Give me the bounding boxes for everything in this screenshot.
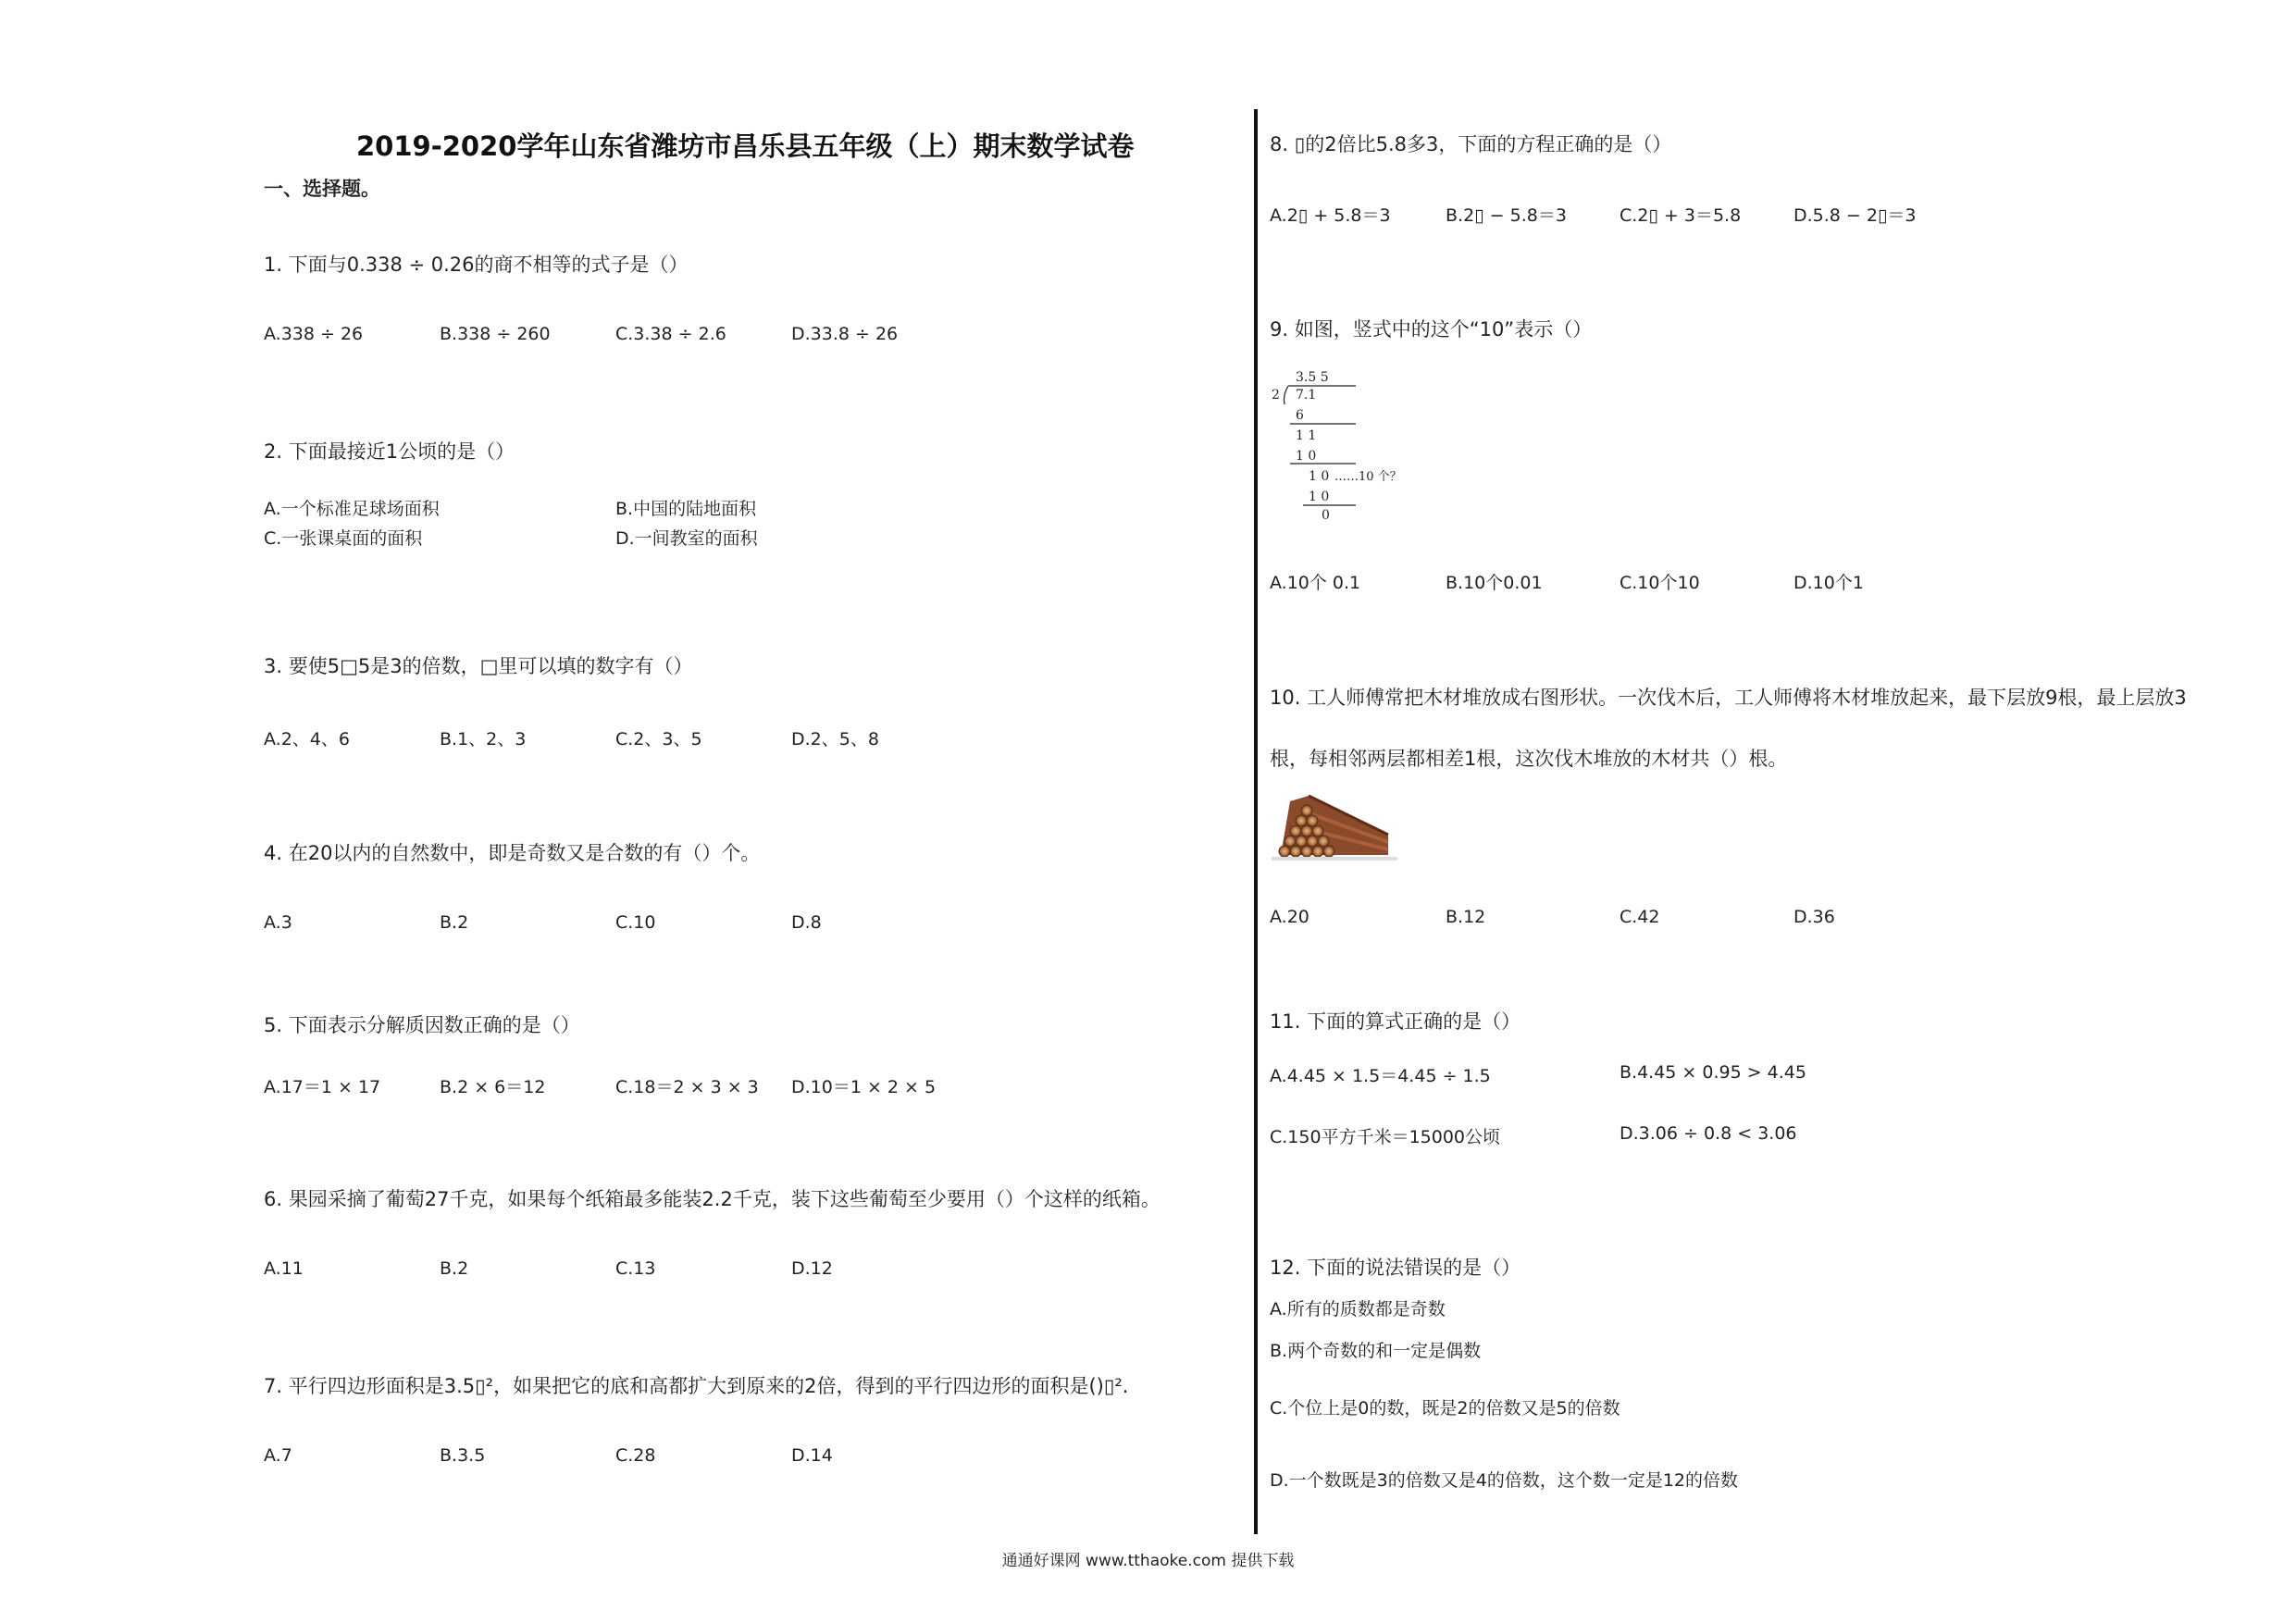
q9-option-b: B.10个0.01 <box>1446 573 1543 593</box>
q8-option-c: C.2▯ + 3＝5.8 <box>1620 205 1742 226</box>
question-10-line-2: 根，每相邻两层都相差1根，这次伐木堆放的木材共（）根。 <box>1270 748 1788 770</box>
q1-option-a: A.338 ÷ 26 <box>264 324 364 344</box>
q10-option-b: B.12 <box>1446 907 1486 927</box>
question-1: 1. 下面与0.338 ÷ 0.26的商不相等的式子是（） <box>264 254 689 276</box>
division-annotation: ……10 个？ <box>1334 470 1402 484</box>
q11-option-b: B.4.45 × 0.95 > 4.45 <box>1620 1062 1806 1083</box>
column-divider <box>1254 109 1258 1534</box>
q1-option-c: C.3.38 ÷ 2.6 <box>615 324 726 344</box>
division-step-3: 1 0 <box>1296 449 1317 464</box>
q2-option-b: B.中国的陆地面积 <box>615 499 757 519</box>
q12-option-a: A.所有的质数都是奇数 <box>1270 1299 1446 1319</box>
q6-option-d: D.12 <box>791 1258 833 1279</box>
long-division-figure <box>1268 365 1444 532</box>
q12-option-c: C.个位上是0的数，既是2的倍数又是5的倍数 <box>1270 1398 1620 1419</box>
division-divisor: 2 <box>1272 388 1280 403</box>
q12-option-b: B.两个奇数的和一定是偶数 <box>1270 1341 1482 1361</box>
q7-option-c: C.28 <box>615 1445 656 1466</box>
q3-option-b: B.1、2、3 <box>440 729 527 750</box>
q5-option-d: D.10＝1 × 2 × 5 <box>791 1077 937 1097</box>
question-3: 3. 要使5□5是3的倍数，□里可以填的数字有（） <box>264 655 693 677</box>
q10-option-c: C.42 <box>1620 907 1660 927</box>
q2-option-d: D.一间教室的面积 <box>615 528 758 549</box>
page-footer: 通通好课网 www.tthaoke.com 提供下载 <box>1001 1552 1295 1570</box>
q2-option-a: A.一个标准足球场面积 <box>264 499 440 519</box>
q1-option-b: B.338 ÷ 260 <box>440 324 551 344</box>
question-12: 12. 下面的说法错误的是（） <box>1270 1257 1521 1279</box>
q2-option-c: C.一张课桌面的面积 <box>264 528 423 549</box>
division-step-2: 1 1 <box>1296 428 1317 443</box>
q4-option-b: B.2 <box>440 912 469 933</box>
q3-option-a: A.2、4、6 <box>264 729 350 750</box>
q6-option-b: B.2 <box>440 1258 469 1279</box>
division-dividend: 7.1 <box>1296 388 1317 403</box>
q8-option-b: B.2▯ − 5.8＝3 <box>1446 205 1567 226</box>
question-5: 5. 下面表示分解质因数正确的是（） <box>264 1014 580 1036</box>
q10-option-a: A.20 <box>1270 907 1309 927</box>
question-2: 2. 下面最接近1公顷的是（） <box>264 440 515 463</box>
log-pile-image <box>1272 788 1397 862</box>
q5-option-b: B.2 × 6＝12 <box>440 1077 546 1097</box>
q11-option-c: C.150平方千米＝15000公顷 <box>1270 1127 1501 1147</box>
q7-option-d: D.14 <box>791 1445 833 1466</box>
question-8: 8. ▯的2倍比5.8多3，下面的方程正确的是（） <box>1270 133 1672 155</box>
question-6: 6. 果园采摘了葡萄27千克，如果每个纸箱最多能装2.2千克，装下这些葡萄至少要用（）个这样的纸箱。 <box>264 1188 1160 1210</box>
division-step-4: 1 0 <box>1309 469 1330 484</box>
q11-option-a: A.4.45 × 1.5＝4.45 ÷ 1.5 <box>1270 1066 1491 1086</box>
q9-option-a: A.10个 0.1 <box>1270 573 1361 593</box>
q11-option-d: D.3.06 ÷ 0.8 < 3.06 <box>1620 1123 1797 1144</box>
question-10-line-1: 10. 工人师傅常把木材堆放成右图形状。一次伐木后，工人师傅将木材堆放起来，最下层放9根，最上层放3 <box>1270 687 2187 709</box>
q8-option-d: D.5.8 − 2▯＝3 <box>1793 205 1917 226</box>
division-quotient: 3.5 5 <box>1296 370 1329 385</box>
q6-option-a: A.11 <box>264 1258 304 1279</box>
page-title: 2019-2020学年山东省潍坊市昌乐县五年级（上）期末数学试卷 <box>356 130 1135 162</box>
q10-option-d: D.36 <box>1793 907 1835 927</box>
question-11: 11. 下面的算式正确的是（） <box>1270 1010 1521 1033</box>
q5-option-a: A.17＝1 × 17 <box>264 1077 381 1097</box>
section-heading: 一、选择题。 <box>264 178 380 200</box>
q7-option-a: A.7 <box>264 1445 292 1466</box>
division-step-5: 1 0 <box>1309 489 1330 504</box>
q1-option-d: D.33.8 ÷ 26 <box>791 324 899 344</box>
q3-option-c: C.2、3、5 <box>615 729 702 750</box>
q7-option-b: B.3.5 <box>440 1445 486 1466</box>
question-4: 4. 在20以内的自然数中，即是奇数又是合数的有（）个。 <box>264 842 761 864</box>
q4-option-d: D.8 <box>791 912 822 933</box>
q8-option-a: A.2▯ + 5.8＝3 <box>1270 205 1391 226</box>
q4-option-c: C.10 <box>615 912 656 933</box>
question-7: 7. 平行四边形面积是3.5▯²，如果把它的底和高都扩大到原来的2倍，得到的平行四边形的面积是()▯². <box>264 1375 1129 1397</box>
q3-option-d: D.2、5、8 <box>791 729 879 750</box>
q12-option-d: D.一个数既是3的倍数又是4的倍数，这个数一定是12的倍数 <box>1270 1470 1739 1491</box>
question-9: 9. 如图，竖式中的这个“10”表示（） <box>1270 318 1593 341</box>
q9-option-c: C.10个10 <box>1620 573 1700 593</box>
q5-option-c: C.18＝2 × 3 × 3 <box>615 1077 759 1097</box>
division-remainder: 0 <box>1322 508 1330 523</box>
q9-option-d: D.10个1 <box>1793 573 1864 593</box>
q6-option-c: C.13 <box>615 1258 656 1279</box>
division-step-1: 6 <box>1296 408 1304 423</box>
q4-option-a: A.3 <box>264 912 292 933</box>
